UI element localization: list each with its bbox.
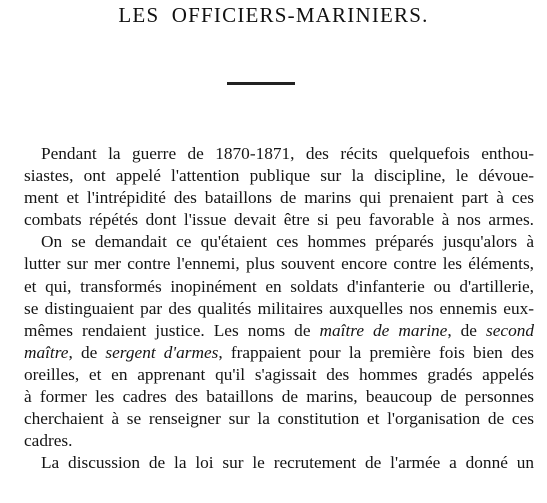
text-line bbox=[24, 408, 534, 430]
text-run: cadres. bbox=[24, 431, 73, 451]
text-run: ment et l'intrépidité des bataillons de marins qui prenaient part à ces bbox=[24, 188, 534, 208]
text-line bbox=[24, 364, 534, 386]
text-line bbox=[24, 276, 534, 298]
text-line bbox=[24, 209, 534, 231]
text-line bbox=[24, 298, 534, 320]
text-run: On se demandait ce qu'étaient ces hommes préparés jusqu'alors à bbox=[41, 232, 534, 252]
text-run: siastes, ont appelé l'attention publique sur la discipline, le dévoue- bbox=[24, 166, 534, 186]
text-run: à former les cadres des bataillons de marins, beaucoup de personnes bbox=[24, 387, 534, 407]
body-text bbox=[24, 143, 534, 474]
text-run: et qui, transformés inopinément en soldats d'infanterie ou d'artillerie, bbox=[24, 276, 534, 296]
italic-term: second bbox=[486, 320, 534, 340]
text-run: cherchaient à se renseigner sur la constitution et l'organisation de ces bbox=[24, 409, 534, 429]
text-run: combats répétés dont l'issue devait être si peu favorable à nos armes. bbox=[24, 210, 534, 230]
text-line bbox=[24, 342, 534, 364]
text-run: oreilles, et en apprenant qu'il s'agissait des hommes gradés appelés bbox=[24, 364, 534, 384]
italic-term: maître de marine bbox=[319, 320, 448, 340]
text-run: Pendant la guerre de 1870-1871, des récits quelquefois enthou- bbox=[41, 144, 534, 163]
text-run: , de bbox=[447, 320, 486, 340]
text-line bbox=[24, 452, 534, 474]
paragraph bbox=[24, 143, 534, 231]
text-line bbox=[24, 430, 534, 452]
text-line bbox=[24, 231, 534, 253]
text-line bbox=[24, 386, 534, 408]
paragraph bbox=[24, 231, 534, 452]
text-line bbox=[24, 165, 534, 187]
text-run: lutter sur mer contre l'ennemi, plus souvent encore contre les éléments, bbox=[24, 254, 534, 274]
chapter-title: LES OFFICIERS-MARINIERS. bbox=[118, 3, 429, 27]
text-run: , frappaient pour la première fois bien des bbox=[218, 342, 534, 362]
text-line bbox=[24, 143, 534, 165]
text-run: , de bbox=[68, 342, 106, 362]
italic-term: sergent d'armes bbox=[105, 342, 219, 362]
text-line bbox=[24, 253, 534, 275]
text-run: se distinguaient par des qualités militaires auxquelles nos ennemis eux- bbox=[24, 298, 534, 318]
paragraph bbox=[24, 452, 534, 474]
title-rule bbox=[227, 82, 295, 85]
text-line bbox=[24, 320, 534, 342]
text-line bbox=[24, 187, 534, 209]
italic-term: maître bbox=[24, 342, 69, 362]
text-run: La discussion de la loi sur le recrutement de l'armée a donné un bbox=[41, 453, 534, 473]
text-run: mêmes rendaient justice. Les noms de bbox=[24, 320, 320, 340]
